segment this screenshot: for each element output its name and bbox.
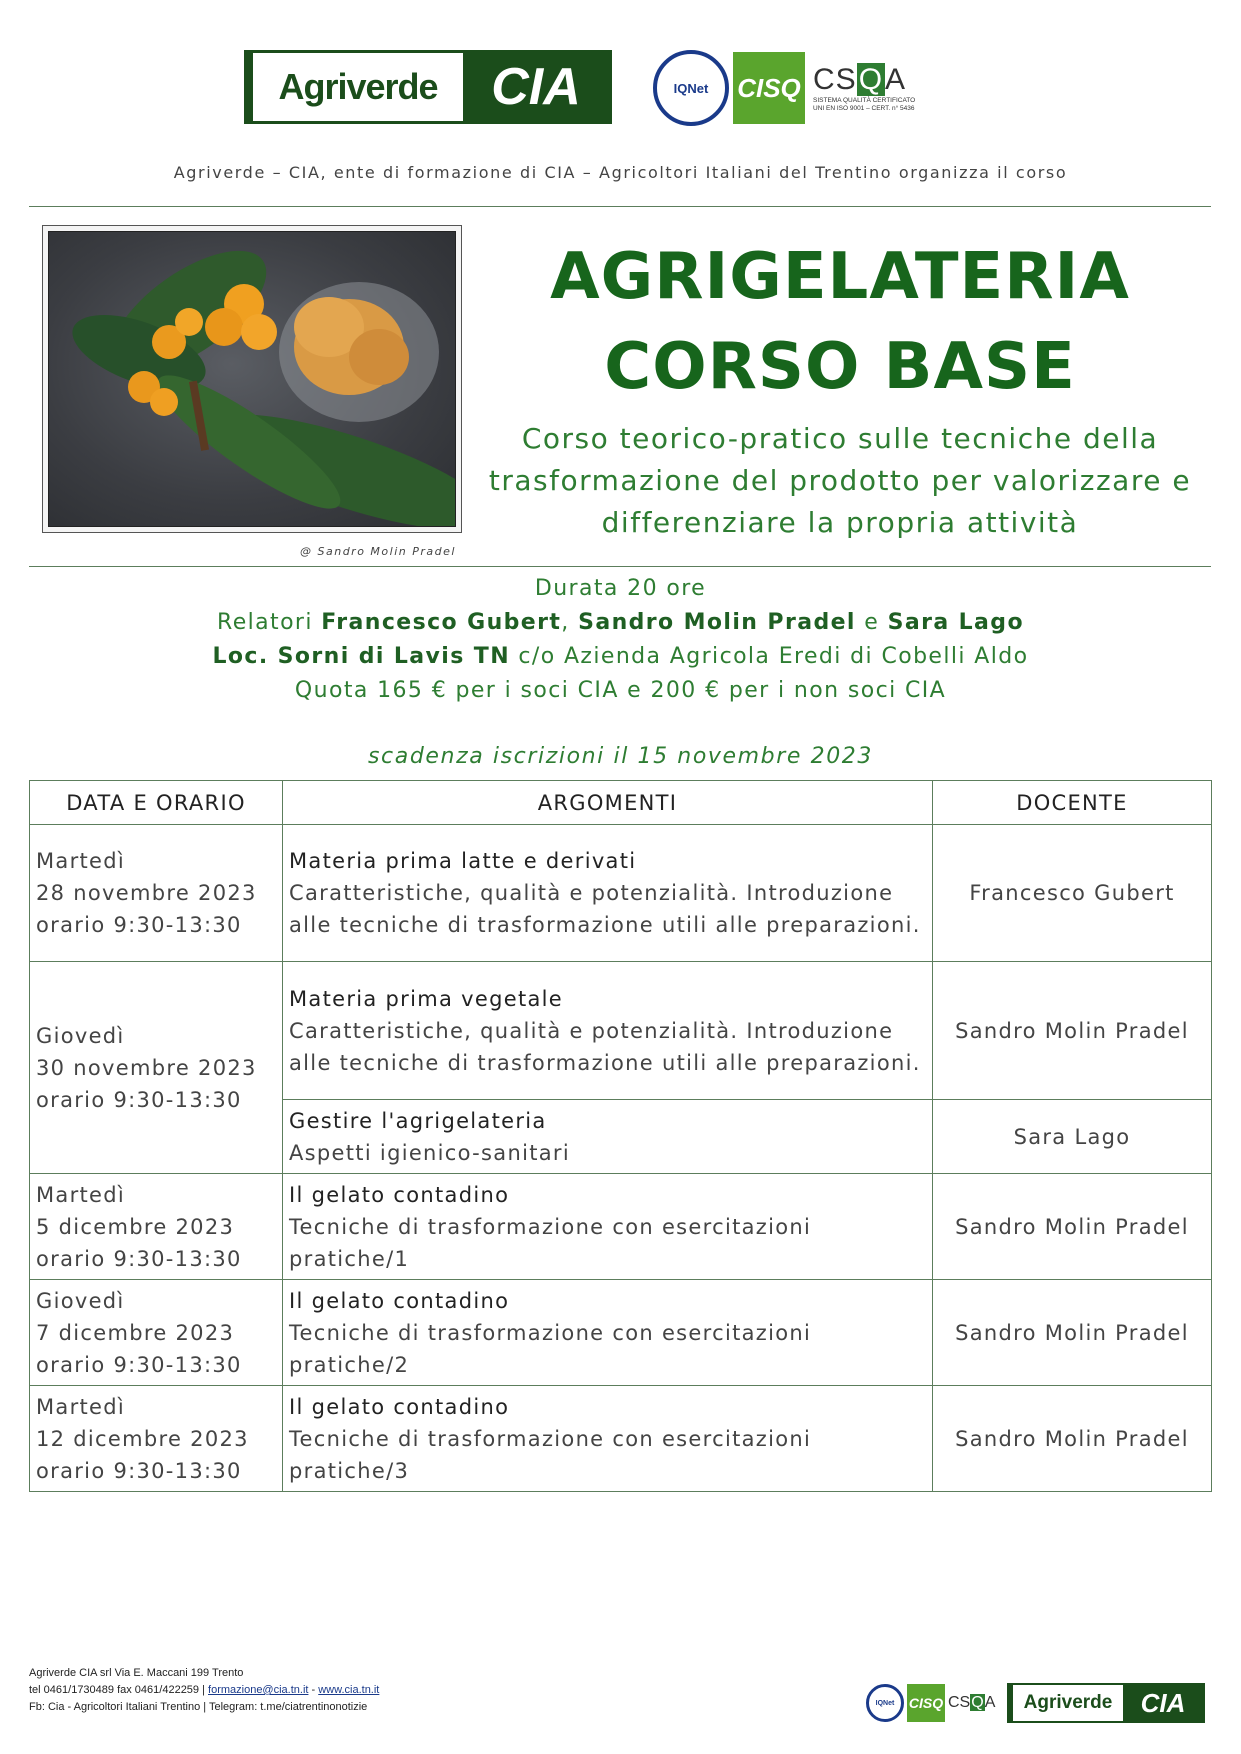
session-topic: Il gelato contadino Tecniche di trasformazione con esercitazioni pratiche/2 (283, 1280, 933, 1386)
agriverde-logo-text: Agriverde (247, 53, 463, 121)
column-header-teacher: DOCENTE (933, 781, 1212, 825)
table-row (30, 1386, 1212, 1492)
cisq-logo: CISQ (733, 52, 805, 124)
session-teacher: Sandro Molin Pradel (933, 962, 1212, 1100)
course-title-line1: AGRIGELATERIA (550, 240, 1130, 314)
agriverde-cia-logo (244, 50, 612, 124)
speaker-name: Sara Lago (887, 610, 1024, 635)
footer-contacts: Agriverde CIA srl Via E. Maccani 199 Trento tel 0461/1730489 fax 0461/422259 | formazione@cia.tn.it - www.cia.tn.it Fb: Cia - Agricoltori Italiani Trentino | Telegram: t.me/ciatrentinonotizie (29, 1667, 380, 1713)
course-fee: Quota 165 € per i soci CIA e 200 € per i non soci CIA (294, 678, 947, 703)
course-photo (42, 225, 462, 533)
iqnet-logo: IQNet (866, 1684, 904, 1722)
loquat-gelato-image (48, 231, 456, 527)
session-topic: Materia prima latte e derivati Caratteristiche, qualità e potenzialità. Introduzione alle tecniche di trasformazione utili alle preparazioni. (283, 825, 933, 962)
photo-credit: @ Sandro Molin Pradel (300, 545, 456, 558)
session-teacher: Sandro Molin Pradel (933, 1174, 1212, 1280)
csqa-caption: SISTEMA QUALITÀ CERTIFICATO UNI EN ISO 9001 – CERT. n° 5436 (813, 97, 916, 112)
csqa-logo: CSQA (948, 1694, 996, 1711)
schedule-table (29, 780, 1212, 1492)
email-link[interactable]: formazione@cia.tn.it (208, 1684, 309, 1696)
session-teacher: Sandro Molin Pradel (933, 1386, 1212, 1492)
footer-logos (866, 1683, 1205, 1723)
divider-top (29, 206, 1211, 207)
certification-logos (653, 52, 925, 124)
course-location: Loc. Sorni di Lavis TN c/o Azienda Agricola Eredi di Cobelli Aldo (212, 644, 1029, 669)
session-teacher: Sara Lago (933, 1100, 1212, 1174)
course-subtitle: Corso teorico-pratico sulle tecniche della trasformazione del prodotto per valorizzare e differenziare la propria attività (488, 422, 1192, 539)
session-date: Giovedì 30 novembre 2023 orario 9:30-13:30 (30, 962, 283, 1174)
iqnet-logo: IQNet (653, 50, 729, 126)
table-header-row (30, 781, 1212, 825)
session-topic: Il gelato contadino Tecniche di trasformazione con esercitazioni pratiche/3 (283, 1386, 933, 1492)
table-row (30, 1174, 1212, 1280)
speaker-name: Francesco Gubert (321, 610, 562, 635)
speaker-name: Sandro Molin Pradel (578, 610, 856, 635)
intro-text: Agriverde – CIA, ente di formazione di CIA – Agricoltori Italiani del Trentino organizza il corso (173, 163, 1068, 182)
website-link[interactable]: www.cia.tn.it (318, 1684, 380, 1696)
session-teacher: Sandro Molin Pradel (933, 1280, 1212, 1386)
course-speakers: Relatori Francesco Gubert, Sandro Molin Pradel e Sara Lago (217, 610, 1024, 635)
session-date: Martedì 5 dicembre 2023 orario 9:30-13:30 (30, 1174, 283, 1280)
session-date: Martedì 28 novembre 2023 orario 9:30-13:30 (30, 825, 283, 962)
session-topic: Gestire l'agrigelateria Aspetti igienico-sanitari (283, 1100, 933, 1174)
divider-middle (29, 566, 1211, 567)
course-title-line2: CORSO BASE (604, 330, 1076, 404)
cia-logo-text: CIA (463, 53, 609, 121)
cisq-logo: CISQ (907, 1684, 945, 1722)
registration-deadline: scadenza iscrizioni il 15 novembre 2023 (367, 744, 874, 769)
csqa-logo: CSQA SISTEMA QUALITÀ CERTIFICATO UNI EN ISO 9001 – CERT. n° 5436 (809, 52, 925, 124)
column-header-date: DATA E ORARIO (30, 781, 283, 825)
column-header-topics: ARGOMENTI (283, 781, 933, 825)
table-row (30, 1280, 1212, 1386)
session-topic: Materia prima vegetale Caratteristiche, qualità e potenzialità. Introduzione alle tecniche di trasformazione utili alle preparazioni. (283, 962, 933, 1100)
table-row (30, 825, 1212, 962)
session-teacher: Francesco Gubert (933, 825, 1212, 962)
session-date: Giovedì 7 dicembre 2023 orario 9:30-13:30 (30, 1280, 283, 1386)
session-topic: Il gelato contadino Tecniche di trasformazione con esercitazioni pratiche/1 (283, 1174, 933, 1280)
session-date: Martedì 12 dicembre 2023 orario 9:30-13:30 (30, 1386, 283, 1492)
table-row (30, 962, 1212, 1100)
agriverde-cia-logo: Agriverde CIA (1007, 1683, 1205, 1723)
course-duration: Durata 20 ore (534, 576, 707, 601)
